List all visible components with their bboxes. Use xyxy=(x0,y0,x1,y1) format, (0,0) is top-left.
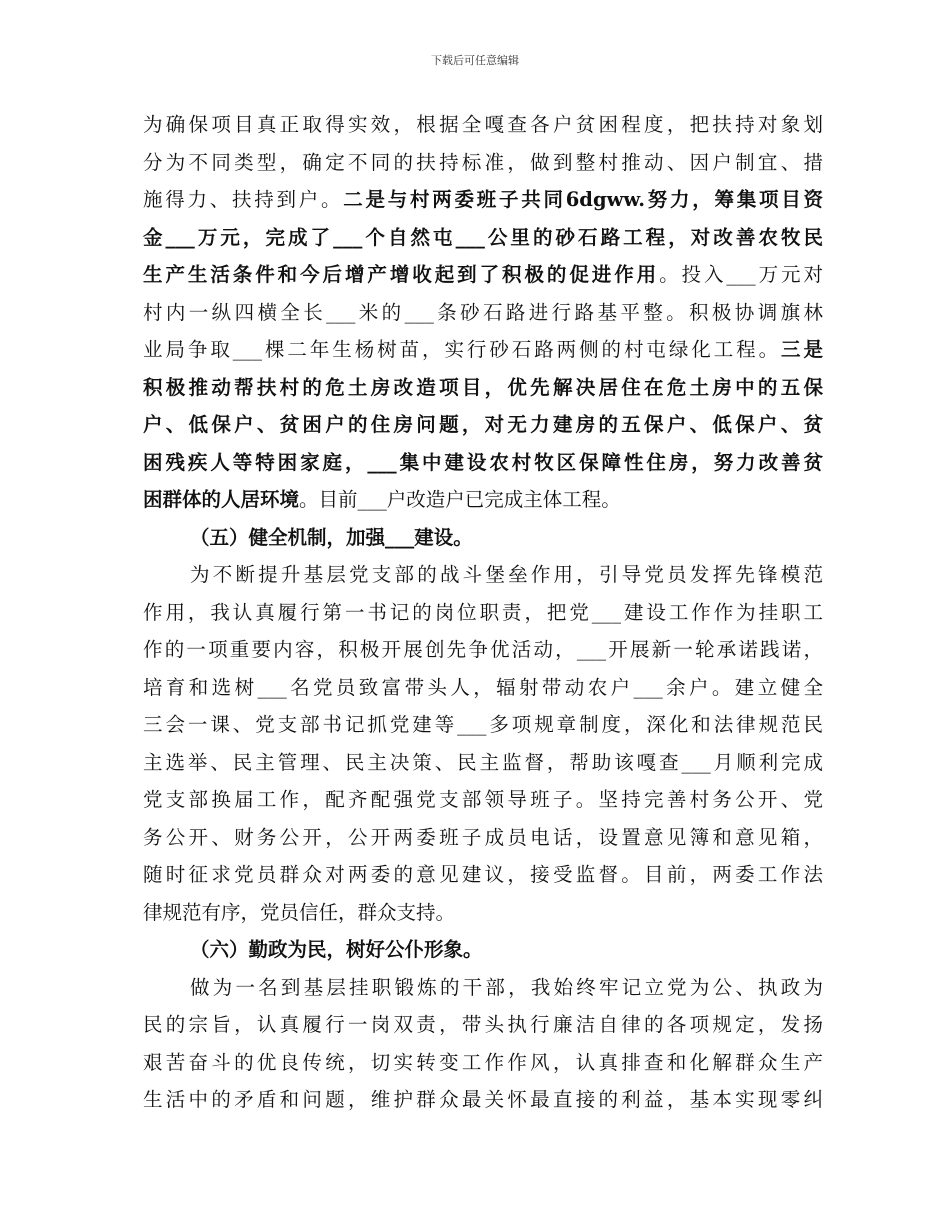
text-line-25 xyxy=(143,1006,823,1044)
bold-text-run: 生产生活条件和今后增产增收起到了积极的促进作用 xyxy=(143,263,660,286)
bold-text-run: 三是 xyxy=(781,338,823,361)
bold-text-run: 困残疾人等特困家庭，___集中建设农村牧区保障性住房，努力改善贫 xyxy=(143,450,823,474)
text-run: 党支部换届工作，配齐配强党支部领导班子。坚持完善村务公开、党 xyxy=(143,788,823,811)
text-line-1 xyxy=(143,106,823,144)
text-line-11 xyxy=(143,481,823,519)
bold-text-run: 二是与村两委班子共同6dgww.努力，筹集项目资 xyxy=(343,188,823,211)
page-header: 下载后可任意编辑 xyxy=(431,54,519,67)
text-run: 艰苦奋斗的优良传统，切实转变工作作风，认真排查和化解群众生产 xyxy=(143,1050,823,1074)
bold-text-run: 户、低保户、贫困户的住房问题，对无力建房的五保户、低保户、贫 xyxy=(143,413,823,436)
text-run: 三会一课、党支部书记抓党建等___多项规章制度，深化和法律规范民 xyxy=(143,713,823,736)
text-line-6 xyxy=(143,294,823,332)
text-run: 随时征求党员群众对两委的意见建议，接受监督。目前，两委工作法 xyxy=(143,863,823,886)
text-run: 。目前___户改造户已完成主体工程。 xyxy=(299,488,621,511)
text-run: 生活中的矛盾和问题，维护群众最关怀最直接的利益，基本实现零纠 xyxy=(143,1088,823,1111)
text-run: 主选举、民主管理、民主决策、民主监督，帮助该嘎查___月顺利完成 xyxy=(143,750,823,774)
bold-text-run: 困群体的人居环境 xyxy=(143,488,300,511)
text-run: 做为一名到基层挂职锻炼的干部，我始终牢记立党为公、执政为 xyxy=(190,975,823,999)
section-heading-5 xyxy=(143,519,823,557)
text-line-16 xyxy=(143,669,823,707)
text-run: 村内一纵四横全长___米的___条砂石路进行路基平整。积极协调旗林 xyxy=(143,300,823,324)
text-run: 民的宗旨，认真履行一岗双责，带头执行廉洁自律的各项规定，发扬 xyxy=(143,1013,823,1036)
text-run: 培育和选树___名党员致富带头人，辐射带动农户___余户。建立健全 xyxy=(143,675,823,699)
text-run: 为确保项目真正取得实效，根据全嘎查各户贫困程度，把扶持对象划 xyxy=(143,113,823,136)
text-line-20 xyxy=(143,819,823,857)
text-line-10 xyxy=(143,444,823,482)
text-run: 律规范有序，党员信任，群众支持。 xyxy=(143,900,456,924)
text-line-7 xyxy=(143,331,823,369)
text-run: 为不断提升基层党支部的战斗堡垒作用，引导党员发挥先锋模范 xyxy=(190,563,823,586)
text-line-22 xyxy=(143,894,823,932)
text-line-27 xyxy=(143,1081,823,1119)
text-line-5 xyxy=(143,256,823,294)
text-run: 施得力、扶持到户。 xyxy=(143,188,344,211)
text-run: 作的一项重要内容，积极开展创先争优活动，___开展新一轮承诺践诺， xyxy=(143,638,823,661)
text-line-19 xyxy=(143,781,823,819)
section-heading-6 xyxy=(143,931,823,969)
bold-text-run: 积极推动帮扶村的危土房改造项目，优先解决居住在危土房中的五保 xyxy=(143,375,823,399)
body-text xyxy=(143,106,823,1119)
text-run: 。投入___万元对 xyxy=(659,263,823,286)
text-line-2 xyxy=(143,144,823,182)
bold-text-run: （五）健全机制，加强___建设。 xyxy=(190,525,473,549)
text-line-4 xyxy=(143,219,823,257)
text-line-18 xyxy=(143,744,823,782)
bold-text-run: （六）勤政为民，树好公仆形象。 xyxy=(190,938,483,961)
text-line-21 xyxy=(143,856,823,894)
bold-text-run: 金___万元，完成了___个自然屯___公里的砂石路工程，对改善农牧民 xyxy=(143,225,823,249)
text-run: 业局争取___棵二年生杨树苗，实行砂石路两侧的村屯绿化工程。 xyxy=(143,338,782,361)
text-line-3 xyxy=(143,181,823,219)
text-line-15 xyxy=(143,631,823,669)
text-line-17 xyxy=(143,706,823,744)
text-run: 务公开、财务公开，公开两委班子成员电话，设置意见簿和意见箱， xyxy=(143,825,823,849)
text-line-9 xyxy=(143,406,823,444)
text-line-26 xyxy=(143,1044,823,1082)
text-line-13 xyxy=(143,556,823,594)
text-line-14 xyxy=(143,594,823,632)
text-line-24 xyxy=(143,969,823,1007)
text-line-8 xyxy=(143,369,823,407)
text-run: 作用，我认真履行第一书记的岗位职责，把党___建设工作作为挂职工 xyxy=(143,600,823,624)
text-run: 分为不同类型，确定不同的扶持标准，做到整村推动、因户制宜、措 xyxy=(143,150,823,174)
